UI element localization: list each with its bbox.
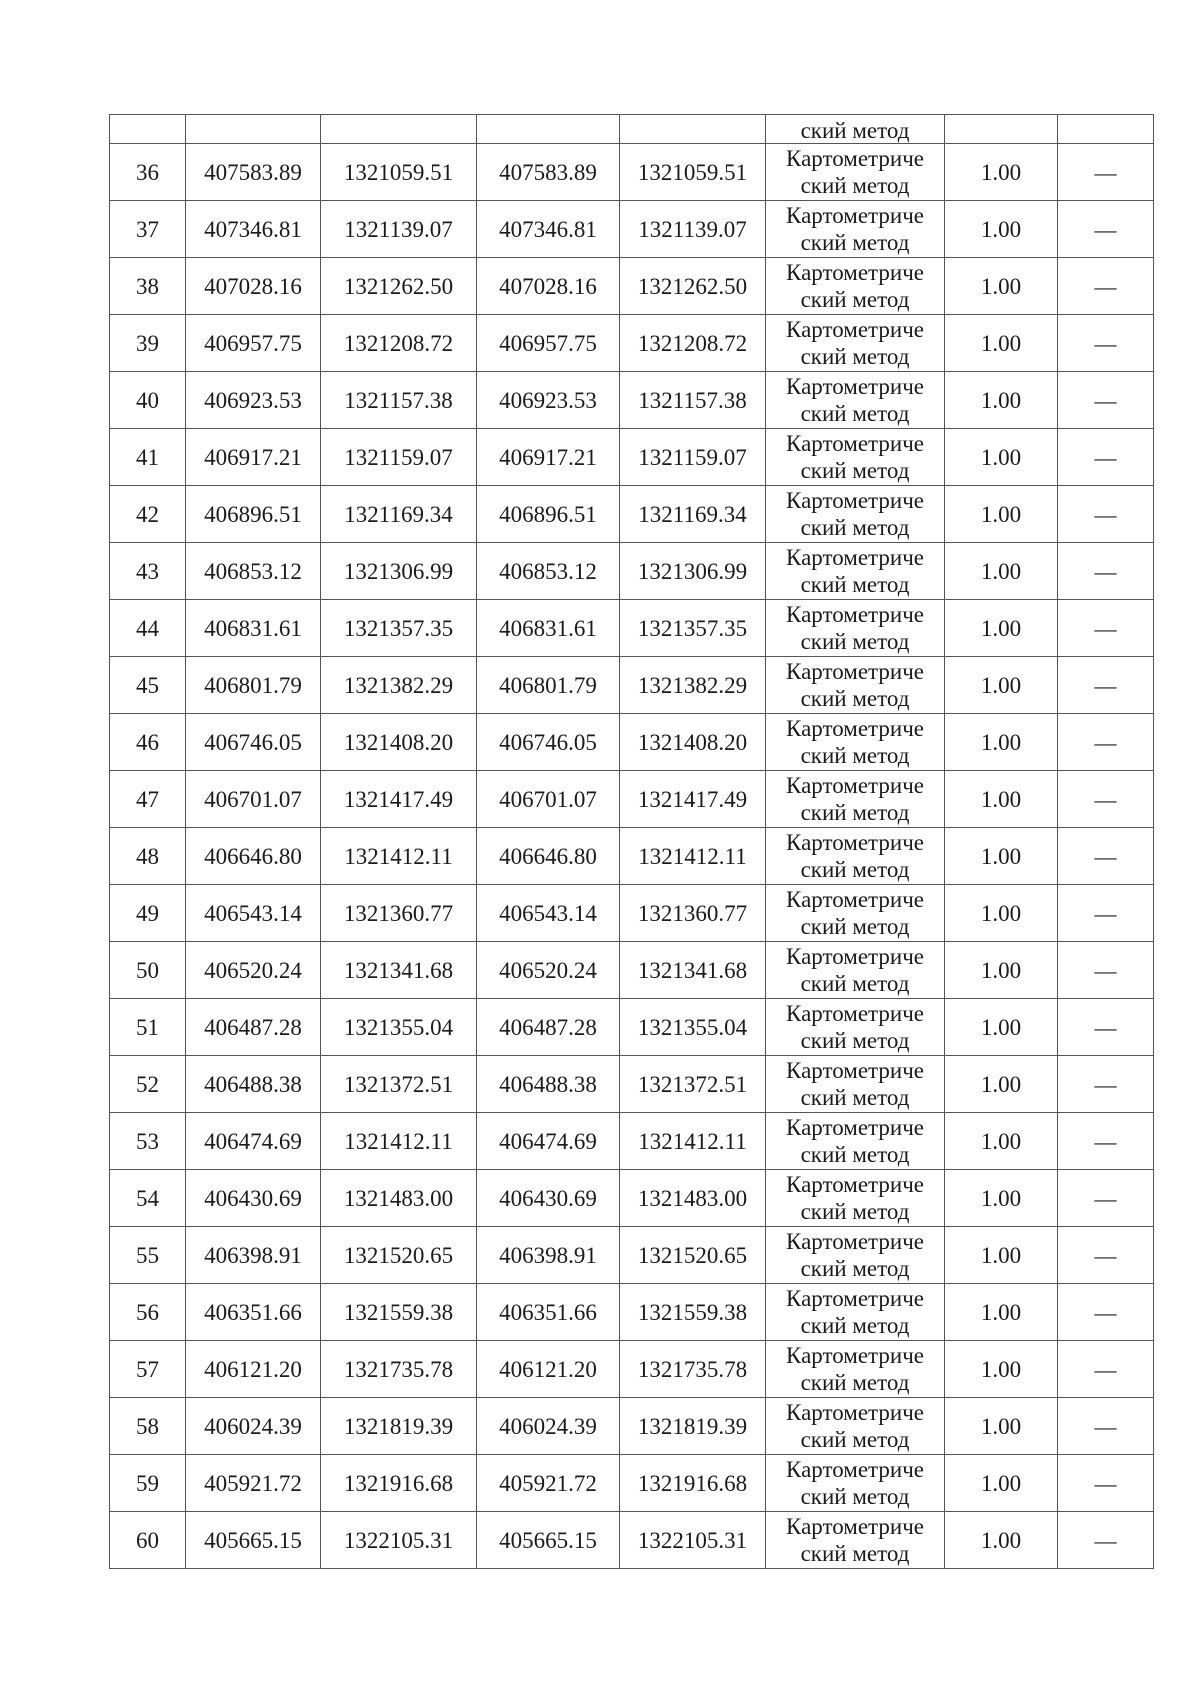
method-line-1: Картометриче — [786, 431, 924, 456]
method-cell — [766, 1170, 945, 1227]
x-new-cell: 407028.16 — [477, 258, 620, 315]
method-line-1: Картометриче — [786, 1229, 924, 1254]
method-line-1: Картометриче — [786, 1058, 924, 1083]
x-existing-cell: 406474.69 — [186, 1113, 321, 1170]
point-number-cell: 56 — [110, 1284, 186, 1341]
y-new-cell: 1321262.50 — [620, 258, 766, 315]
note-cell: — — [1058, 1455, 1154, 1512]
point-number-cell: 40 — [110, 372, 186, 429]
note-cell: — — [1058, 999, 1154, 1056]
x-new-cell: 406701.07 — [477, 771, 620, 828]
x-existing-cell: 406801.79 — [186, 657, 321, 714]
method-cell — [766, 1341, 945, 1398]
method-cell — [766, 714, 945, 771]
x-existing-cell: 406487.28 — [186, 999, 321, 1056]
method-line-2: ский метод — [800, 914, 910, 939]
x-existing-cell: 406746.05 — [186, 714, 321, 771]
method-line-2: ский метод — [800, 686, 910, 711]
y-existing-cell: 1321412.11 — [321, 1113, 477, 1170]
table-row — [110, 1455, 1154, 1512]
x-new-cell: 406957.75 — [477, 315, 620, 372]
point-number-cell: 55 — [110, 1227, 186, 1284]
method-cell — [766, 486, 945, 543]
x-existing-cell: 406896.51 — [186, 486, 321, 543]
x-new-cell: 406801.79 — [477, 657, 620, 714]
x-new-cell: 406398.91 — [477, 1227, 620, 1284]
point-number-cell: 54 — [110, 1170, 186, 1227]
x-existing-cell: 407583.89 — [186, 144, 321, 201]
table-row — [110, 201, 1154, 258]
note-cell: — — [1058, 1398, 1154, 1455]
method-cell — [766, 942, 945, 999]
method-line-2: ский метод — [800, 401, 910, 426]
method-cell — [766, 201, 945, 258]
point-number-cell: 44 — [110, 600, 186, 657]
method-line-1: Картометриче — [786, 317, 924, 342]
y-new-cell: 1321735.78 — [620, 1341, 766, 1398]
y-new-cell — [620, 115, 766, 144]
note-cell: — — [1058, 315, 1154, 372]
accuracy-cell: 1.00 — [945, 828, 1058, 885]
method-line-2: ский метод — [800, 629, 910, 654]
note-cell: — — [1058, 657, 1154, 714]
y-new-cell: 1321208.72 — [620, 315, 766, 372]
note-cell: — — [1058, 486, 1154, 543]
method-line-2: ский метод — [800, 1085, 910, 1110]
x-new-cell: 405665.15 — [477, 1512, 620, 1569]
table-row — [110, 828, 1154, 885]
y-existing-cell: 1321306.99 — [321, 543, 477, 600]
x-existing-cell: 405665.15 — [186, 1512, 321, 1569]
y-existing-cell: 1321417.49 — [321, 771, 477, 828]
y-new-cell: 1321520.65 — [620, 1227, 766, 1284]
note-cell: — — [1058, 1113, 1154, 1170]
method-cell — [766, 771, 945, 828]
x-existing-cell: 406024.39 — [186, 1398, 321, 1455]
note-cell: — — [1058, 885, 1154, 942]
accuracy-cell: 1.00 — [945, 486, 1058, 543]
table-row — [110, 714, 1154, 771]
x-existing-cell: 406853.12 — [186, 543, 321, 600]
accuracy-cell: 1.00 — [945, 1113, 1058, 1170]
y-new-cell: 1321819.39 — [620, 1398, 766, 1455]
x-new-cell: 406543.14 — [477, 885, 620, 942]
method-line-1: Картометриче — [786, 716, 924, 741]
table-row — [110, 999, 1154, 1056]
note-cell: — — [1058, 258, 1154, 315]
accuracy-cell: 1.00 — [945, 543, 1058, 600]
table-row — [110, 771, 1154, 828]
x-existing-cell: 406543.14 — [186, 885, 321, 942]
table-row — [110, 942, 1154, 999]
method-line-2: ский метод — [800, 1142, 910, 1167]
point-number-cell: 41 — [110, 429, 186, 486]
x-existing-cell: 406923.53 — [186, 372, 321, 429]
x-existing-cell: 406430.69 — [186, 1170, 321, 1227]
y-new-cell: 1321059.51 — [620, 144, 766, 201]
accuracy-cell: 1.00 — [945, 1056, 1058, 1113]
x-existing-cell: 406917.21 — [186, 429, 321, 486]
method-cell — [766, 543, 945, 600]
method-cell — [766, 1398, 945, 1455]
x-existing-cell: 405921.72 — [186, 1455, 321, 1512]
accuracy-cell: 1.00 — [945, 999, 1058, 1056]
method-cell — [766, 372, 945, 429]
x-new-cell: 407346.81 — [477, 201, 620, 258]
x-new-cell: 406474.69 — [477, 1113, 620, 1170]
method-line-2: ский метод — [800, 458, 910, 483]
method-line-2: ский метод — [800, 287, 910, 312]
accuracy-cell: 1.00 — [945, 1170, 1058, 1227]
table-row — [110, 1056, 1154, 1113]
method-line-2: ский метод — [800, 1028, 910, 1053]
x-new-cell: 406024.39 — [477, 1398, 620, 1455]
note-cell: — — [1058, 771, 1154, 828]
accuracy-cell: 1.00 — [945, 885, 1058, 942]
method-cell — [766, 1227, 945, 1284]
method-cell — [766, 1512, 945, 1569]
x-new-cell: 406646.80 — [477, 828, 620, 885]
accuracy-cell: 1.00 — [945, 600, 1058, 657]
y-new-cell: 1321372.51 — [620, 1056, 766, 1113]
accuracy-cell: 1.00 — [945, 429, 1058, 486]
accuracy-cell: 1.00 — [945, 1455, 1058, 1512]
y-existing-cell: 1322105.31 — [321, 1512, 477, 1569]
table-row — [110, 657, 1154, 714]
table-row — [110, 258, 1154, 315]
method-line-2: ский метод — [800, 173, 910, 198]
method-line-2: ский метод — [800, 344, 910, 369]
y-existing-cell: 1321139.07 — [321, 201, 477, 258]
method-cell — [766, 657, 945, 714]
table-row — [110, 543, 1154, 600]
note-cell: — — [1058, 543, 1154, 600]
note-cell: — — [1058, 372, 1154, 429]
method-cell — [766, 258, 945, 315]
point-number-cell: 47 — [110, 771, 186, 828]
y-existing-cell: 1321372.51 — [321, 1056, 477, 1113]
method-cell — [766, 999, 945, 1056]
table-row — [110, 372, 1154, 429]
note-cell: — — [1058, 1227, 1154, 1284]
x-existing-cell: 406957.75 — [186, 315, 321, 372]
method-cell — [766, 144, 945, 201]
point-number-cell — [110, 115, 186, 144]
note-cell: — — [1058, 1284, 1154, 1341]
method-line-1: Картометриче — [786, 602, 924, 627]
point-number-cell: 38 — [110, 258, 186, 315]
table-row — [110, 315, 1154, 372]
point-number-cell: 58 — [110, 1398, 186, 1455]
method-cell — [766, 885, 945, 942]
point-number-cell: 53 — [110, 1113, 186, 1170]
point-number-cell: 59 — [110, 1455, 186, 1512]
table-row — [110, 1284, 1154, 1341]
point-number-cell: 57 — [110, 1341, 186, 1398]
x-new-cell: 406923.53 — [477, 372, 620, 429]
note-cell: — — [1058, 1341, 1154, 1398]
y-existing-cell: 1321819.39 — [321, 1398, 477, 1455]
method-line-2: ский метод — [800, 743, 910, 768]
accuracy-cell: 1.00 — [945, 1512, 1058, 1569]
y-existing-cell: 1321408.20 — [321, 714, 477, 771]
x-new-cell: 406430.69 — [477, 1170, 620, 1227]
method-line-1: Картометриче — [786, 830, 924, 855]
x-existing-cell: 406646.80 — [186, 828, 321, 885]
point-number-cell: 42 — [110, 486, 186, 543]
y-existing-cell: 1321059.51 — [321, 144, 477, 201]
coordinates-table — [109, 114, 1154, 1569]
method-cell — [766, 828, 945, 885]
y-new-cell: 1321341.68 — [620, 942, 766, 999]
x-new-cell: 406487.28 — [477, 999, 620, 1056]
y-existing-cell: 1321159.07 — [321, 429, 477, 486]
x-existing-cell: 406831.61 — [186, 600, 321, 657]
method-line-1: Картометриче — [786, 1286, 924, 1311]
y-existing-cell: 1321735.78 — [321, 1341, 477, 1398]
x-new-cell: 407583.89 — [477, 144, 620, 201]
note-cell: — — [1058, 201, 1154, 258]
y-existing-cell: 1321262.50 — [321, 258, 477, 315]
method-cell — [766, 1284, 945, 1341]
method-line-1: Картометриче — [786, 488, 924, 513]
y-existing-cell: 1321208.72 — [321, 315, 477, 372]
method-line-2: ский метод — [800, 1313, 910, 1338]
x-existing-cell: 407346.81 — [186, 201, 321, 258]
method-line-1: Картометриче — [786, 260, 924, 285]
note-cell: — — [1058, 600, 1154, 657]
y-existing-cell: 1321157.38 — [321, 372, 477, 429]
table-row — [110, 1113, 1154, 1170]
point-number-cell: 50 — [110, 942, 186, 999]
x-new-cell: 406853.12 — [477, 543, 620, 600]
method-line-1: Картометриче — [786, 1400, 924, 1425]
x-new-cell: 406831.61 — [477, 600, 620, 657]
x-existing-cell: 406121.20 — [186, 1341, 321, 1398]
table-row — [110, 600, 1154, 657]
point-number-cell: 43 — [110, 543, 186, 600]
y-new-cell: 1321382.29 — [620, 657, 766, 714]
method-line-1: Картометриче — [786, 1343, 924, 1368]
x-new-cell: 406896.51 — [477, 486, 620, 543]
method-cell — [766, 600, 945, 657]
point-number-cell: 46 — [110, 714, 186, 771]
accuracy-cell: 1.00 — [945, 144, 1058, 201]
method-line-2: ский метод — [800, 1370, 910, 1395]
method-line-2: ский метод — [800, 1484, 910, 1509]
x-new-cell — [477, 115, 620, 144]
y-new-cell: 1321357.35 — [620, 600, 766, 657]
y-existing-cell: 1321341.68 — [321, 942, 477, 999]
point-number-cell: 60 — [110, 1512, 186, 1569]
point-number-cell: 49 — [110, 885, 186, 942]
x-new-cell: 406351.66 — [477, 1284, 620, 1341]
method-line-1: Картометриче — [786, 545, 924, 570]
accuracy-cell: 1.00 — [945, 372, 1058, 429]
method-line-1: Картометриче — [786, 773, 924, 798]
table-row — [110, 1512, 1154, 1569]
point-number-cell: 37 — [110, 201, 186, 258]
y-new-cell: 1321417.49 — [620, 771, 766, 828]
y-new-cell: 1321408.20 — [620, 714, 766, 771]
table-row — [110, 144, 1154, 201]
x-existing-cell: 406398.91 — [186, 1227, 321, 1284]
x-new-cell: 406917.21 — [477, 429, 620, 486]
method-line-1: Картометриче — [786, 1457, 924, 1482]
method-line-2: ский метод — [800, 857, 910, 882]
note-cell: — — [1058, 714, 1154, 771]
accuracy-cell: 1.00 — [945, 1284, 1058, 1341]
x-existing-cell: 406351.66 — [186, 1284, 321, 1341]
continuation-row — [110, 115, 1154, 144]
y-existing-cell: 1321360.77 — [321, 885, 477, 942]
y-existing-cell: 1321382.29 — [321, 657, 477, 714]
table-row — [110, 1227, 1154, 1284]
accuracy-cell: 1.00 — [945, 201, 1058, 258]
y-new-cell: 1321559.38 — [620, 1284, 766, 1341]
method-line-2: ский метод — [800, 1427, 910, 1452]
note-cell: — — [1058, 942, 1154, 999]
accuracy-cell: 1.00 — [945, 1227, 1058, 1284]
x-existing-cell: 406520.24 — [186, 942, 321, 999]
method-cell — [766, 1113, 945, 1170]
note-cell: — — [1058, 144, 1154, 201]
method-line-1: Картометриче — [786, 659, 924, 684]
note-cell: — — [1058, 1056, 1154, 1113]
y-existing-cell: 1321559.38 — [321, 1284, 477, 1341]
y-new-cell: 1321169.34 — [620, 486, 766, 543]
method-line-1: Картометриче — [786, 887, 924, 912]
x-new-cell: 406121.20 — [477, 1341, 620, 1398]
method-line-2: ский метод — [800, 515, 910, 540]
y-existing-cell: 1321483.00 — [321, 1170, 477, 1227]
method-line-1: Картометриче — [786, 1115, 924, 1140]
accuracy-cell: 1.00 — [945, 315, 1058, 372]
method-line-2: ский метод — [800, 1541, 910, 1566]
y-existing-cell: 1321916.68 — [321, 1455, 477, 1512]
x-new-cell: 405921.72 — [477, 1455, 620, 1512]
method-line-2: ский метод — [800, 572, 910, 597]
method-line-1: Картометриче — [786, 203, 924, 228]
accuracy-cell: 1.00 — [945, 714, 1058, 771]
y-existing-cell: 1321520.65 — [321, 1227, 477, 1284]
accuracy-cell — [945, 115, 1058, 144]
y-new-cell: 1321360.77 — [620, 885, 766, 942]
table-row — [110, 1398, 1154, 1455]
y-new-cell: 1321412.11 — [620, 828, 766, 885]
note-cell — [1058, 115, 1154, 144]
point-number-cell: 36 — [110, 144, 186, 201]
method-line-2: ский метод — [800, 1199, 910, 1224]
method-cell — [766, 429, 945, 486]
method-line-2: ский метод — [800, 800, 910, 825]
y-new-cell: 1321355.04 — [620, 999, 766, 1056]
y-new-cell: 1321139.07 — [620, 201, 766, 258]
accuracy-cell: 1.00 — [945, 1341, 1058, 1398]
table-row — [110, 1170, 1154, 1227]
method-cell: ский метод — [766, 115, 945, 144]
accuracy-cell: 1.00 — [945, 942, 1058, 999]
point-number-cell: 51 — [110, 999, 186, 1056]
y-new-cell: 1321306.99 — [620, 543, 766, 600]
method-line-1: Картометриче — [786, 374, 924, 399]
accuracy-cell: 1.00 — [945, 1398, 1058, 1455]
table-row — [110, 486, 1154, 543]
method-line-2: ский метод — [800, 1256, 910, 1281]
note-cell: — — [1058, 1170, 1154, 1227]
y-existing-cell: 1321355.04 — [321, 999, 477, 1056]
y-new-cell: 1321159.07 — [620, 429, 766, 486]
table-body — [110, 115, 1154, 1569]
y-new-cell: 1322105.31 — [620, 1512, 766, 1569]
point-number-cell: 48 — [110, 828, 186, 885]
x-existing-cell: 407028.16 — [186, 258, 321, 315]
method-line-2: ский метод — [800, 230, 910, 255]
note-cell: — — [1058, 429, 1154, 486]
y-new-cell: 1321157.38 — [620, 372, 766, 429]
point-number-cell: 45 — [110, 657, 186, 714]
x-new-cell: 406488.38 — [477, 1056, 620, 1113]
x-existing-cell: 406488.38 — [186, 1056, 321, 1113]
point-number-cell: 52 — [110, 1056, 186, 1113]
y-existing-cell: 1321169.34 — [321, 486, 477, 543]
x-existing-cell: 406701.07 — [186, 771, 321, 828]
note-cell: — — [1058, 1512, 1154, 1569]
y-new-cell: 1321916.68 — [620, 1455, 766, 1512]
accuracy-cell: 1.00 — [945, 657, 1058, 714]
method-line-1: Картометриче — [786, 1172, 924, 1197]
method-line-1: Картометриче — [786, 944, 924, 969]
table-row — [110, 885, 1154, 942]
method-cell — [766, 1455, 945, 1512]
accuracy-cell: 1.00 — [945, 771, 1058, 828]
x-new-cell: 406520.24 — [477, 942, 620, 999]
note-cell: — — [1058, 828, 1154, 885]
x-new-cell: 406746.05 — [477, 714, 620, 771]
method-cell — [766, 315, 945, 372]
accuracy-cell: 1.00 — [945, 258, 1058, 315]
table-row — [110, 1341, 1154, 1398]
y-existing-cell: 1321357.35 — [321, 600, 477, 657]
y-new-cell: 1321483.00 — [620, 1170, 766, 1227]
table-row — [110, 429, 1154, 486]
method-line-2: ский метод — [800, 971, 910, 996]
method-line-1: Картометриче — [786, 1514, 924, 1539]
y-existing-cell: 1321412.11 — [321, 828, 477, 885]
method-line-1: Картометриче — [786, 146, 924, 171]
point-number-cell: 39 — [110, 315, 186, 372]
y-new-cell: 1321412.11 — [620, 1113, 766, 1170]
method-line-1: Картометриче — [786, 1001, 924, 1026]
method-cell — [766, 1056, 945, 1113]
y-existing-cell — [321, 115, 477, 144]
x-existing-cell — [186, 115, 321, 144]
